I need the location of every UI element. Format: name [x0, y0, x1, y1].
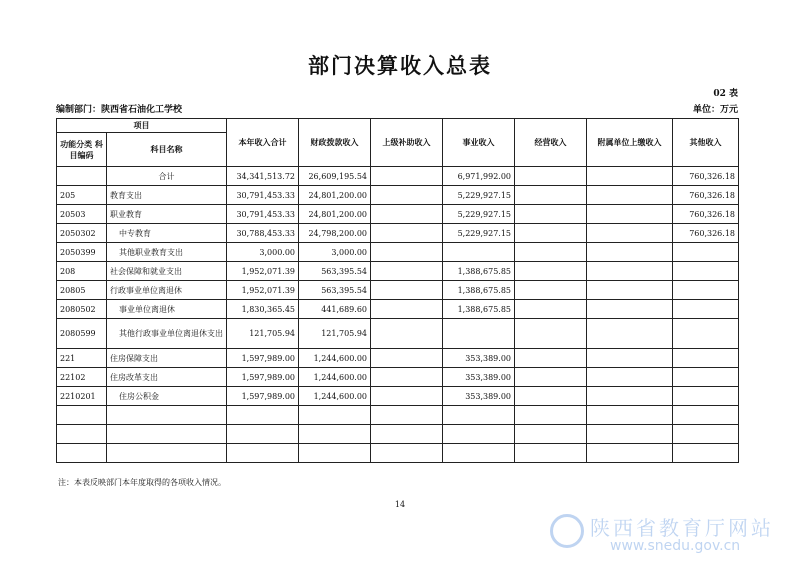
- cell-fiscal: 26,609,195.54: [299, 167, 371, 186]
- table-row: [57, 281, 739, 300]
- cell-func-code: [57, 167, 107, 186]
- cell-total: 30,788,453.33: [227, 224, 299, 243]
- cell-fiscal: 24,798,200.00: [299, 224, 371, 243]
- cell-subject-name: 教育支出: [107, 186, 227, 205]
- cell-operating: [515, 368, 587, 387]
- cell-subsidiary: [587, 243, 673, 262]
- cell-func-code: 2050399: [57, 243, 107, 262]
- page-title: 部门决算收入总表: [308, 54, 492, 78]
- cell-other: [673, 349, 739, 368]
- cell-subject-name: 住房公积金: [107, 387, 227, 406]
- cell-superior: [371, 406, 443, 425]
- cell-operating: [515, 224, 587, 243]
- cell-operating: [515, 262, 587, 281]
- watermark-title: 陕西省教育厅网站: [590, 516, 774, 540]
- cell-business: [443, 243, 515, 262]
- table-row: [57, 262, 739, 281]
- form-number: 02 表: [713, 89, 738, 99]
- cell-total: [227, 425, 299, 444]
- cell-total: 30,791,453.33: [227, 186, 299, 205]
- table-row: [57, 167, 739, 186]
- cell-superior: [371, 262, 443, 281]
- cell-subject-name: 其他职业教育支出: [107, 243, 227, 262]
- cell-operating: [515, 167, 587, 186]
- cell-business: 5,229,927.15: [443, 224, 515, 243]
- cell-total: 1,597,989.00: [227, 368, 299, 387]
- department-label: 编制部门：陕西省石油化工学校: [56, 105, 183, 115]
- cell-superior: [371, 300, 443, 319]
- table-row: [57, 406, 739, 425]
- table-row: [57, 300, 739, 319]
- cell-business: 1,388,675.85: [443, 281, 515, 300]
- header-col-total: 本年收入合计: [227, 119, 299, 167]
- cell-total: [227, 406, 299, 425]
- cell-func-code: [57, 444, 107, 463]
- watermark-url: www.snedu.gov.cn: [610, 538, 741, 554]
- cell-fiscal: 563,395.54: [299, 262, 371, 281]
- cell-subject-name: 住房改革支出: [107, 368, 227, 387]
- cell-subsidiary: [587, 186, 673, 205]
- cell-subject-name: [107, 444, 227, 463]
- cell-business: 1,388,675.85: [443, 262, 515, 281]
- cell-business: 5,229,927.15: [443, 205, 515, 224]
- cell-operating: [515, 319, 587, 349]
- cell-other: [673, 262, 739, 281]
- cell-other: [673, 425, 739, 444]
- cell-other: [673, 243, 739, 262]
- cell-other: [673, 319, 739, 349]
- cell-total: 34,341,513.72: [227, 167, 299, 186]
- cell-subject-name: 中专教育: [107, 224, 227, 243]
- meta-row: [56, 102, 738, 115]
- cell-func-code: 22102: [57, 368, 107, 387]
- header-subject-name: 科目名称: [107, 133, 227, 167]
- cell-total: 1,597,989.00: [227, 387, 299, 406]
- cell-func-code: 20805: [57, 281, 107, 300]
- cell-total: 3,000.00: [227, 243, 299, 262]
- watermark: [550, 512, 790, 560]
- cell-subject-name: 事业单位离退休: [107, 300, 227, 319]
- cell-fiscal: [299, 444, 371, 463]
- watermark-logo-icon: [550, 514, 584, 548]
- cell-subject-name: [107, 425, 227, 444]
- cell-operating: [515, 349, 587, 368]
- cell-fiscal: 1,244,600.00: [299, 349, 371, 368]
- cell-func-code: 2050302: [57, 224, 107, 243]
- cell-business: 353,389.00: [443, 387, 515, 406]
- cell-fiscal: 1,244,600.00: [299, 387, 371, 406]
- cell-superior: [371, 167, 443, 186]
- cell-func-code: 2080599: [57, 319, 107, 349]
- cell-superior: [371, 349, 443, 368]
- cell-subsidiary: [587, 319, 673, 349]
- table-row: [57, 186, 739, 205]
- cell-other: 760,326.18: [673, 205, 739, 224]
- cell-subsidiary: [587, 281, 673, 300]
- cell-total: 1,597,989.00: [227, 349, 299, 368]
- cell-business: 353,389.00: [443, 349, 515, 368]
- cell-business: [443, 319, 515, 349]
- cell-operating: [515, 300, 587, 319]
- cell-subject-name: 社会保障和就业支出: [107, 262, 227, 281]
- cell-func-code: 20503: [57, 205, 107, 224]
- cell-operating: [515, 406, 587, 425]
- cell-operating: [515, 186, 587, 205]
- cell-business: [443, 425, 515, 444]
- table-row: [57, 425, 739, 444]
- cell-func-code: 2210201: [57, 387, 107, 406]
- cell-other: [673, 368, 739, 387]
- cell-operating: [515, 425, 587, 444]
- table-row: [57, 243, 739, 262]
- cell-subsidiary: [587, 444, 673, 463]
- table-row: [57, 205, 739, 224]
- cell-superior: [371, 224, 443, 243]
- header-col-subsidiary: 附属单位上缴收入: [587, 119, 673, 167]
- cell-fiscal: 563,395.54: [299, 281, 371, 300]
- cell-subsidiary: [587, 406, 673, 425]
- cell-operating: [515, 205, 587, 224]
- cell-business: 353,389.00: [443, 368, 515, 387]
- cell-business: 5,229,927.15: [443, 186, 515, 205]
- cell-superior: [371, 425, 443, 444]
- cell-subsidiary: [587, 425, 673, 444]
- cell-superior: [371, 186, 443, 205]
- cell-operating: [515, 387, 587, 406]
- cell-fiscal: 24,801,200.00: [299, 205, 371, 224]
- cell-superior: [371, 444, 443, 463]
- cell-operating: [515, 281, 587, 300]
- cell-subsidiary: [587, 205, 673, 224]
- cell-business: [443, 444, 515, 463]
- cell-fiscal: 441,689.60: [299, 300, 371, 319]
- cell-business: 6,971,992.00: [443, 167, 515, 186]
- cell-other: 760,326.18: [673, 224, 739, 243]
- table-row: [57, 224, 739, 243]
- cell-subject-name: 合计: [107, 167, 227, 186]
- unit-label: 单位：万元: [692, 105, 738, 115]
- cell-operating: [515, 243, 587, 262]
- header-col-business: 事业收入: [443, 119, 515, 167]
- cell-fiscal: 3,000.00: [299, 243, 371, 262]
- header-col-operating: 经营收入: [515, 119, 587, 167]
- header-project: 项目: [57, 119, 227, 133]
- cell-fiscal: [299, 425, 371, 444]
- cell-total: 1,830,365.45: [227, 300, 299, 319]
- table-row: [57, 444, 739, 463]
- cell-subsidiary: [587, 167, 673, 186]
- cell-subsidiary: [587, 387, 673, 406]
- cell-func-code: 205: [57, 186, 107, 205]
- income-table: [56, 118, 739, 463]
- header-col-superior: 上级补助收入: [371, 119, 443, 167]
- cell-fiscal: 24,801,200.00: [299, 186, 371, 205]
- cell-superior: [371, 387, 443, 406]
- cell-other: [673, 387, 739, 406]
- cell-subsidiary: [587, 368, 673, 387]
- cell-other: 760,326.18: [673, 186, 739, 205]
- cell-other: [673, 281, 739, 300]
- cell-fiscal: 121,705.94: [299, 319, 371, 349]
- cell-func-code: [57, 425, 107, 444]
- cell-subject-name: [107, 406, 227, 425]
- footnote: 注：本表反映部门本年度取得的各项收入情况。: [58, 478, 226, 487]
- cell-func-code: 2080502: [57, 300, 107, 319]
- cell-superior: [371, 319, 443, 349]
- cell-subject-name: 其他行政事业单位离退休支出: [107, 319, 227, 349]
- cell-subsidiary: [587, 300, 673, 319]
- cell-func-code: 221: [57, 349, 107, 368]
- cell-subsidiary: [587, 349, 673, 368]
- cell-business: [443, 406, 515, 425]
- header-col-fiscal: 财政拨款收入: [299, 119, 371, 167]
- page-number: 14: [394, 500, 406, 509]
- cell-subject-name: 行政事业单位离退休: [107, 281, 227, 300]
- cell-operating: [515, 444, 587, 463]
- header-func-code: 功能分类 科目编码: [57, 133, 107, 167]
- cell-total: 121,705.94: [227, 319, 299, 349]
- cell-subsidiary: [587, 224, 673, 243]
- table-row: [57, 349, 739, 368]
- table-row: [57, 319, 739, 349]
- cell-superior: [371, 368, 443, 387]
- cell-subject-name: 住房保障支出: [107, 349, 227, 368]
- cell-fiscal: 1,244,600.00: [299, 368, 371, 387]
- cell-business: 1,388,675.85: [443, 300, 515, 319]
- cell-other: [673, 444, 739, 463]
- table-row: [57, 387, 739, 406]
- cell-fiscal: [299, 406, 371, 425]
- header-col-other: 其他收入: [673, 119, 739, 167]
- cell-other: [673, 406, 739, 425]
- cell-total: 1,952,071.39: [227, 281, 299, 300]
- cell-subsidiary: [587, 262, 673, 281]
- cell-other: 760,326.18: [673, 167, 739, 186]
- cell-subject-name: 职业教育: [107, 205, 227, 224]
- cell-func-code: 208: [57, 262, 107, 281]
- cell-total: 1,952,071.39: [227, 262, 299, 281]
- cell-superior: [371, 281, 443, 300]
- table-row: [57, 368, 739, 387]
- table-body: [57, 167, 739, 463]
- cell-superior: [371, 205, 443, 224]
- cell-total: [227, 444, 299, 463]
- cell-superior: [371, 243, 443, 262]
- cell-func-code: [57, 406, 107, 425]
- cell-total: 30,791,453.33: [227, 205, 299, 224]
- cell-other: [673, 300, 739, 319]
